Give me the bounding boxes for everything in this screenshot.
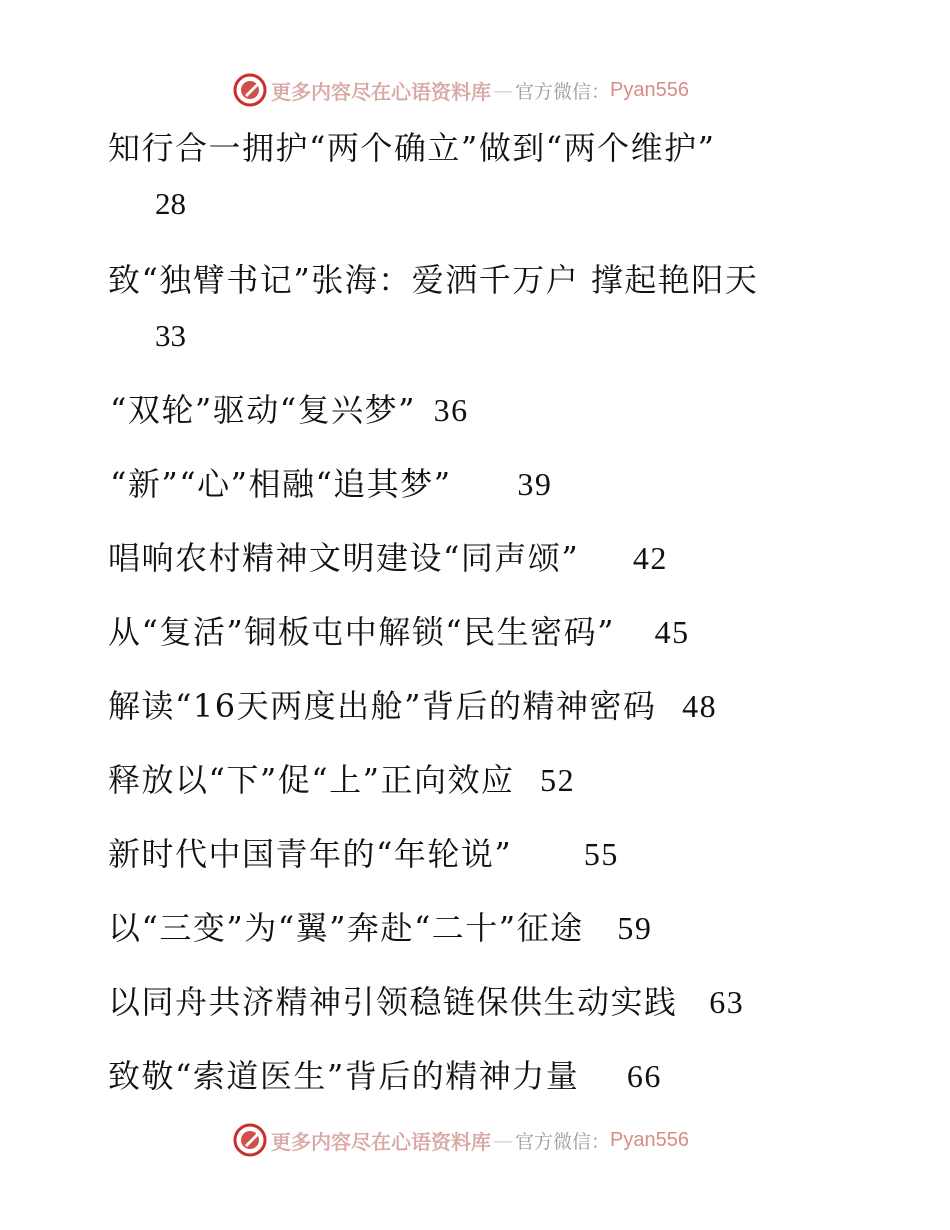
banner-sub: 官方微信： <box>515 80 611 103</box>
toc-entry-page: 59 <box>617 910 653 946</box>
banner-text: 更多内容尽在心语资料库 <box>271 79 491 104</box>
logo-icon <box>233 1123 267 1157</box>
toc-entry <box>108 982 744 1022</box>
toc-entry-title: 唱响农村精神文明建设“同声颂” <box>108 539 580 577</box>
toc-entry-page: 66 <box>626 1058 662 1094</box>
toc-entry <box>108 260 758 300</box>
toc-entry-title: 解读“16天两度出舱”背后的精神密码 <box>108 687 657 725</box>
banner-separator: — <box>493 78 513 102</box>
toc-entry-page: 33 <box>155 318 186 353</box>
toc-entry-title: “新”“心”相融“追其梦” <box>110 465 452 503</box>
toc-entry <box>108 538 668 578</box>
toc-entry-title: 从“复活”铜板屯中解锁“民生密码” <box>108 613 615 651</box>
toc-entry-page: 39 <box>517 466 553 502</box>
toc-entry <box>108 686 717 726</box>
footer-watermark-banner <box>233 1122 689 1158</box>
banner-id: Pyan556 <box>610 78 689 101</box>
toc-entry-page: 48 <box>682 688 718 724</box>
toc-entry-page: 28 <box>155 186 186 221</box>
toc-entry-page: 55 <box>583 836 619 872</box>
toc-entry-title: “双轮”驱动“复兴梦” <box>110 391 416 429</box>
toc-entry-page: 63 <box>709 984 745 1020</box>
toc-entry <box>108 128 715 168</box>
toc-entry <box>108 760 575 800</box>
banner-sub: 官方微信： <box>515 1130 611 1153</box>
toc-entry-title: 新时代中国青年的“年轮说” <box>108 835 513 873</box>
toc-entry <box>108 908 652 948</box>
toc-entry-title: 知行合一拥护“两个确立”做到“两个维护” <box>108 129 716 167</box>
toc-entry <box>110 390 469 430</box>
toc-entry-title: 致敬“索道医生”背后的精神力量 <box>108 1057 580 1095</box>
toc-entry-title: 以同舟共济精神引领稳链保供生动实践 <box>108 983 678 1021</box>
toc-entry <box>108 612 690 652</box>
toc-entry-title: 释放以“下”促“上”正向效应 <box>108 761 515 799</box>
banner-id: Pyan556 <box>610 1128 689 1151</box>
toc-entry <box>108 1056 662 1096</box>
toc-entry <box>108 834 619 874</box>
toc-entry-page: 52 <box>540 762 576 798</box>
banner-text: 更多内容尽在心语资料库 <box>271 1129 491 1154</box>
toc-entry-page: 36 <box>433 392 469 428</box>
toc-entry-page: 45 <box>654 614 690 650</box>
toc-entry-title: 致“独臂书记”张海：爱洒千万户 撑起艳阳天 <box>108 261 759 299</box>
toc-entry <box>110 464 552 504</box>
banner-separator: — <box>493 1128 513 1152</box>
toc-entry-title: 以“三变”为“翼”奔赴“二十”征途 <box>108 909 584 947</box>
toc-entry-page: 42 <box>632 540 668 576</box>
